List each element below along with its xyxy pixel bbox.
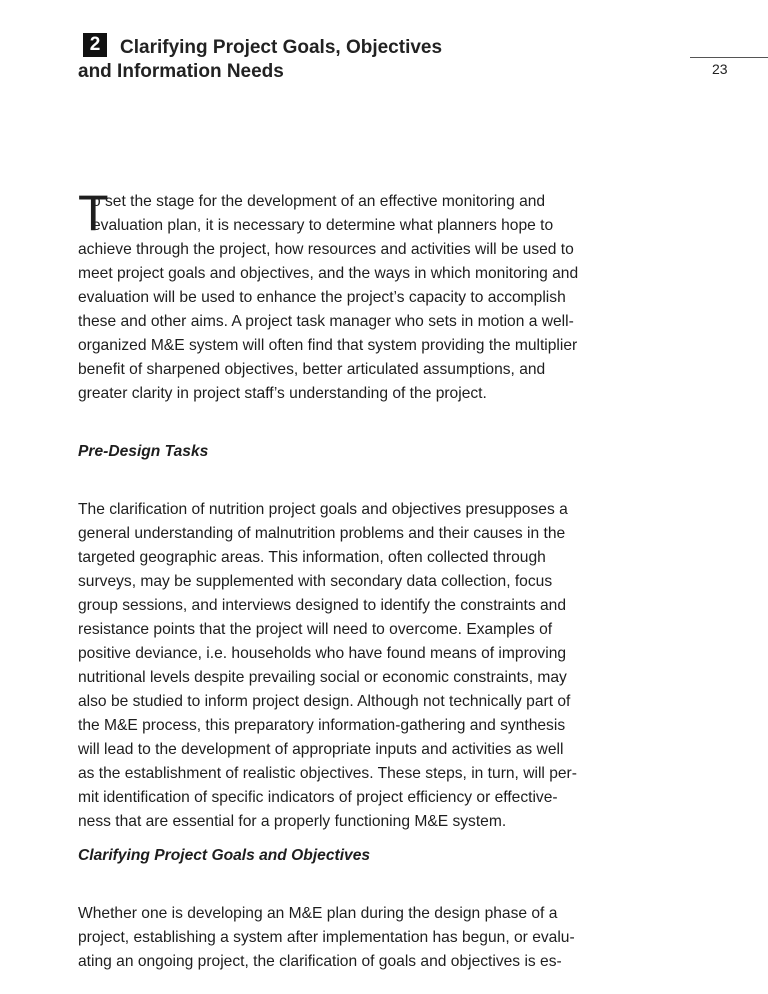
text-line: meet project goals and objectives, and the ways in which monitoring and	[78, 265, 579, 282]
text-line: evaluation plan, it is necessary to determine what planners hope to	[92, 217, 554, 234]
text-line: these and other aims. A project task manager who sets in motion a well-	[78, 313, 574, 330]
text-line: targeted geographic areas. This information, often collected through	[78, 549, 546, 566]
text-line: o set the stage for the development of an effective monitoring and	[92, 193, 546, 210]
text-line: mit identification of specific indicators of project efficiency or effective-	[78, 789, 558, 806]
text-line: also be studied to inform project design. Although not technically part of	[78, 693, 571, 710]
text-line: organized M&E system will often find that system providing the multiplier	[78, 337, 578, 354]
text-line: project, establishing a system after implementation has begun, or evalu-	[78, 929, 575, 946]
section-heading-pre-design: Pre-Design Tasks	[78, 443, 209, 460]
chapter-title-line2: and Information Needs	[78, 61, 284, 82]
text-line: achieve through the project, how resources and activities will be used to	[78, 241, 574, 258]
text-line: will lead to the development of appropriate inputs and activities as well	[78, 741, 564, 758]
text-line: nutritional levels despite prevailing social or economic constraints, may	[78, 669, 567, 686]
text-line: benefit of sharpened objectives, better articulated assumptions, and	[78, 361, 546, 378]
text-line: general understanding of malnutrition problems and their causes in the	[78, 525, 566, 542]
text-line: The clarification of nutrition project goals and objectives presupposes a	[78, 501, 568, 518]
drop-cap: T	[78, 185, 109, 241]
text-line: positive deviance, i.e. households who have found means of improving	[78, 645, 567, 662]
text-line: ating an ongoing project, the clarification of goals and objectives is es-	[78, 953, 562, 970]
text-line: Whether one is developing an M&E plan during the design phase of a	[78, 905, 558, 922]
chapter-title-line1: Clarifying Project Goals, Objectives	[120, 37, 443, 58]
text-line: resistance points that the project will need to overcome. Examples of	[78, 621, 553, 638]
page-number-rule	[690, 57, 768, 58]
text-line: surveys, may be supplemented with secondary data collection, focus	[78, 573, 553, 590]
chapter-number-badge: 2	[83, 33, 107, 57]
text-line: group sessions, and interviews designed to identify the constraints and	[78, 597, 567, 614]
text-line: the M&E process, this preparatory information-gathering and synthesis	[78, 717, 566, 734]
text-line: as the establishment of realistic objectives. These steps, in turn, will per-	[78, 765, 577, 782]
text-line: evaluation will be used to enhance the project’s capacity to accomplish	[78, 289, 566, 306]
text-line: greater clarity in project staff’s understanding of the project.	[78, 385, 487, 402]
section-heading-clarifying: Clarifying Project Goals and Objectives	[78, 847, 371, 864]
page-number: 23	[712, 61, 728, 77]
text-line: ness that are essential for a properly functioning M&E system.	[78, 813, 507, 830]
